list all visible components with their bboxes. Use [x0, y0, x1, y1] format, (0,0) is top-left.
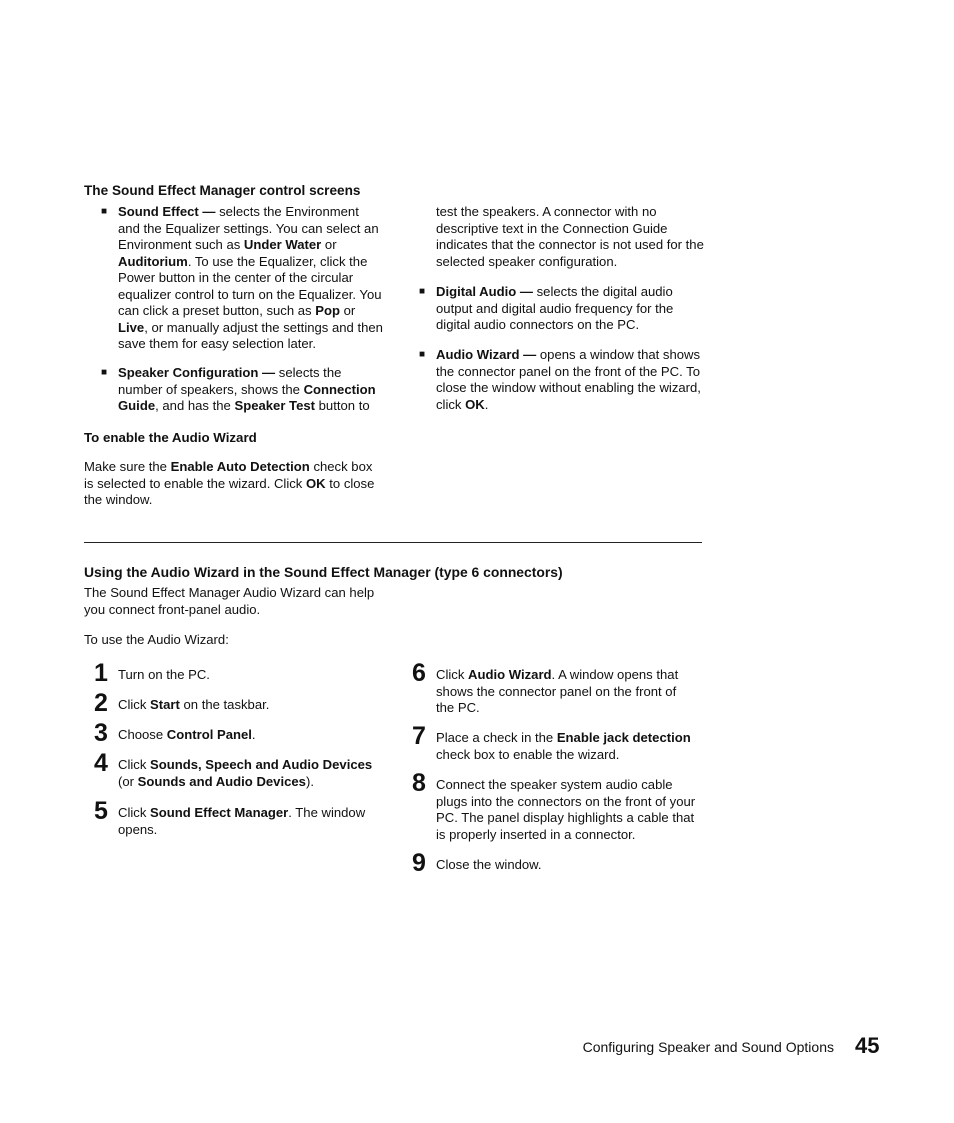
step-text: Close the window.: [436, 857, 542, 872]
step-7: [402, 722, 712, 769]
step-text: Click Audio Wizard. A window opens that shows the connector panel on the front of the PC.: [436, 667, 679, 715]
step-text: Choose Control Panel.: [118, 727, 256, 742]
lead-paragraph: To use the Audio Wizard:: [84, 632, 229, 647]
footer-chapter-title: Configuring Speaker and Sound Options: [582, 1039, 834, 1055]
step-5: [84, 797, 394, 848]
continuation-text: test the speakers. A connector with no descriptive text in the Connection Guide indicates that the connector is not used for the selected speaker configuration.: [436, 204, 704, 269]
enable-wizard-paragraph: Make sure the Enable Auto Detection check box is selected to enable the wizard. Click OK to close the window.: [84, 459, 375, 507]
step-1: [84, 659, 394, 692]
step-number: 5: [94, 797, 108, 825]
list-item-audio-wizard: [402, 347, 704, 413]
step-number: 8: [412, 769, 426, 797]
bullet-glyph: ■: [419, 349, 426, 360]
list-item-digital-audio: [402, 284, 704, 334]
step-text: Turn on the PC.: [118, 667, 210, 682]
step-number: 3: [94, 719, 108, 747]
bullet-glyph: ■: [101, 206, 108, 217]
step-text: Click Start on the taskbar.: [118, 697, 270, 712]
list-item-text: Digital Audio — selects the digital audio output and digital audio frequency for the digital audio connectors on the PC.: [436, 284, 674, 332]
step-number: 7: [412, 722, 426, 750]
list-item-text: Sound Effect — selects the Environment and the Equalizer settings. You can select an Environment such as Under Water or Auditorium. To use the Equalizer, click the Power button in the center of the circular equalizer control to turn on the Equalizer. You can click a preset button, such as Pop or Live, or manually adjust the settings and then save them for easy selection later.: [118, 204, 383, 351]
page-number: 45: [855, 1033, 880, 1058]
term: Audio Wizard —: [436, 347, 537, 362]
bullet-glyph: ■: [101, 367, 108, 378]
step-9: [402, 849, 712, 882]
step-3: [84, 719, 394, 752]
step-text: Place a check in the Enable jack detection check box to enable the wizard.: [436, 730, 691, 762]
list-item-sound-effect: [84, 204, 383, 353]
step-number: 1: [94, 659, 108, 687]
section-heading-control-screens: The Sound Effect Manager control screens: [84, 183, 361, 198]
list-item-speaker-configuration: [84, 365, 383, 415]
step-text: Click Sounds, Speech and Audio Devices (or Sounds and Audio Devices).: [118, 757, 373, 789]
section-divider: [84, 542, 702, 543]
list-item-text: Audio Wizard — opens a window that shows the connector panel on the front of the PC. To close the window without enabling the wizard, click OK.: [436, 347, 701, 412]
step-text: Click Sound Effect Manager. The window opens.: [118, 805, 366, 837]
step-text: Connect the speaker system audio cable plugs into the connectors on the front of your PC. The panel display highlights a cable that is properly inserted in a connector.: [436, 777, 696, 842]
step-4: [84, 749, 394, 800]
step-number: 9: [412, 849, 426, 877]
list-item-text: Speaker Configuration — selects the number of speakers, shows the Connection Guide, and has the Speaker Test button to: [118, 365, 376, 413]
intro-paragraph: The Sound Effect Manager Audio Wizard can help you connect front-panel audio.: [84, 585, 375, 617]
section-heading-enable-wizard: To enable the Audio Wizard: [84, 430, 257, 445]
step-2: [84, 689, 394, 722]
step-6: [402, 659, 712, 722]
section-heading-using-wizard: Using the Audio Wizard in the Sound Effect Manager (type 6 connectors): [84, 564, 563, 580]
step-number: 2: [94, 689, 108, 717]
term: Speaker Configuration —: [118, 365, 276, 380]
term: Digital Audio —: [436, 284, 533, 299]
term: Sound Effect —: [118, 204, 216, 219]
step-8: [402, 769, 712, 848]
bullet-glyph: ■: [419, 286, 426, 297]
step-number: 6: [412, 659, 426, 687]
step-number: 4: [94, 749, 108, 777]
